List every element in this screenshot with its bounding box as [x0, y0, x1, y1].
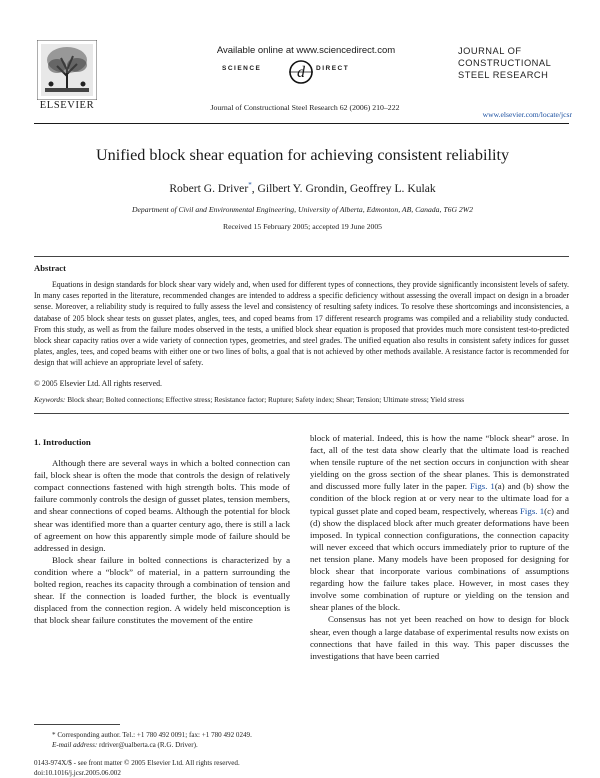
figure-1-link-2[interactable]: Figs. 1 [520, 505, 545, 516]
abstract-bottom-rule [34, 413, 569, 414]
abstract-heading: Abstract [34, 263, 66, 273]
sciencedirect-mark: d [297, 64, 305, 81]
corresponding-author-mark[interactable]: * [248, 181, 252, 189]
author-rest: , Gilbert Y. Grondin, Geoffrey L. Kulak [251, 181, 436, 195]
elsevier-tree-logo [37, 40, 97, 100]
body-column-left [34, 432, 290, 626]
affiliation: Department of Civil and Environmental Engineering, University of Alberta, Edmonton, AB, Canada, T6G 2W2 [131, 205, 474, 214]
author-list [40, 181, 565, 195]
doi-line[interactable]: doi:10.1016/j.jcsr.2005.06.002 [34, 769, 121, 777]
received-dates: Received 15 February 2005; accepted 19 June 2005 [222, 222, 383, 231]
figure-1-link[interactable]: Figs. 1 [469, 481, 495, 492]
intro-p3-text-b: (a) and (b) show the condition of the block region at or very near to the ultimate load for a typical gusset plate and coped beam, respectively, whereas [310, 481, 570, 516]
email-address[interactable]: rdriver@ualberta.ca (R.G. Driver). [97, 741, 198, 749]
author-first: Robert G. Driver [169, 181, 249, 195]
sciencedirect-logo-icon [283, 58, 319, 86]
keywords-label: Keywords: [34, 395, 66, 404]
email-label: E-mail address: [52, 741, 98, 749]
header-divider [34, 123, 569, 124]
intro-paragraph-1: Although there are several ways in which a bolted connection can fail, block shear is often the mode that controls the design of relatively compact connections fastened with high strength bolts. This mode of failure commonly controls the design of gusset plates, tension members, and shear connections of coped beams. Although the potential for block shear was identified more than a quarter century ago, there is still a lack of agreement on how this apparently simple mode of failure should be addressed in design. [34, 458, 290, 553]
issn-line: 0143-974X/$ - see front matter © 2005 Elsevier Ltd. All rights reserved. [34, 759, 240, 767]
abstract-body: Equations in design standards for block shear vary widely and, when used for different types of connections, they provide significantly inconsistent levels of safety. In many cases reported in the literature, recommended changes are intended to address a specific deficiency without assessing the overall impact on design in a broader sense. Moreover, a reliability study is required to fully assess the level and consistency of resulting safety indices. To resolve these shortcomings and inconsistencies, a database of 205 block shear tests on gusset plates, angles, tees, and coped beams from 17 different research programs was compiled and a reliability study conducted. From this study, as well as from the failure modes observed in the tests, a unified block shear equation is proposed that provides much more consistent test-to-predicted block shear capacity ratios over a wide variety of connection types, geometries, and steel grades. The unified equation also results in consistent safety indices for gusset plates, angles, tees, and coped beams with either one or two lines of bolts, a goal that is not achieved by other methods available. A resistance factor is recommended for design that will achieve an appropriate level of safety. [34, 280, 569, 368]
intro-p3-text-c: (c) and (d) show the displaced block after much greater deformations have been imposed. In typical connection configurations, the connection capacity will never exceed that which occurs immediately prior to rupture of the net tension plane. Many models have been proposed for designing for block shear that incorporate various combinations of assumptions regarding how the failure takes place. However, in most cases they involve some combination of rupture or yielding on the tension and shear planes of the block. [310, 505, 569, 613]
sciencedirect-left-word: SCIENCE [222, 65, 262, 72]
footnote-email [52, 741, 292, 749]
section-heading-introduction: 1. Introduction [34, 437, 91, 447]
journal-title-line-1: JOURNAL OF [458, 46, 522, 56]
abstract-copyright: © 2005 Elsevier Ltd. All rights reserved. [34, 379, 162, 388]
intro-paragraph-2: Block shear failure in bolted connections is characterized by a condition where a “block” of material, in a pattern surrounding the bolted region, reaches its capacity through a combination of tension and shear. If the connection is loaded further, the block is eventually displaced from the connection region. A widely held misconception is that block shear failure constitutes the movement of the entire [34, 554, 290, 626]
journal-title-block [458, 45, 578, 81]
publisher-name: ELSEVIER [39, 100, 95, 111]
intro-p3-text-a: block of material. Indeed, this is how the name “block shear” arose. In fact, all of the test data show clearly that the ultimate load is reached when tensile rupture of the net section occurs in conjunction with shear yielding on the gross section of the shear planes. This is demonstrated and discussed more fully later in the paper. [310, 433, 569, 492]
footnote-rule [34, 724, 120, 725]
journal-url-link[interactable]: www.elsevier.com/locate/jcsr [482, 110, 572, 119]
paper-title: Unified block shear equation for achieving consistent reliability [95, 146, 510, 164]
keywords-list: Block shear; Bolted connections; Effective stress; Resistance factor; Rupture; Safety index; Shear; Tension; Ultimate stress; Yield stress [67, 395, 465, 404]
journal-title-line-2: CONSTRUCTIONAL [458, 58, 552, 68]
footnote-corresponding-author: * Corresponding author. Tel.: +1 780 492 0091; fax: +1 780 492 0249. [52, 731, 252, 739]
keywords [34, 395, 569, 404]
journal-title-line-3: STEEL RESEARCH [458, 70, 549, 80]
available-online-text[interactable]: Available online at www.sciencedirect.com [216, 45, 396, 56]
intro-paragraph-3 [310, 432, 569, 613]
journal-citation: Journal of Constructional Steel Research 62 (2006) 210–222 [210, 103, 400, 112]
body-column-right [310, 432, 569, 662]
intro-paragraph-4: Consensus has not yet been reached on how to design for block shear, even though a large database of experimental results now exists on connections that have failed in this way. This paper discusses the investigations that have been carried [310, 614, 569, 661]
sciencedirect-right-word: DIRECT [316, 65, 350, 72]
abstract-top-rule [34, 256, 569, 257]
